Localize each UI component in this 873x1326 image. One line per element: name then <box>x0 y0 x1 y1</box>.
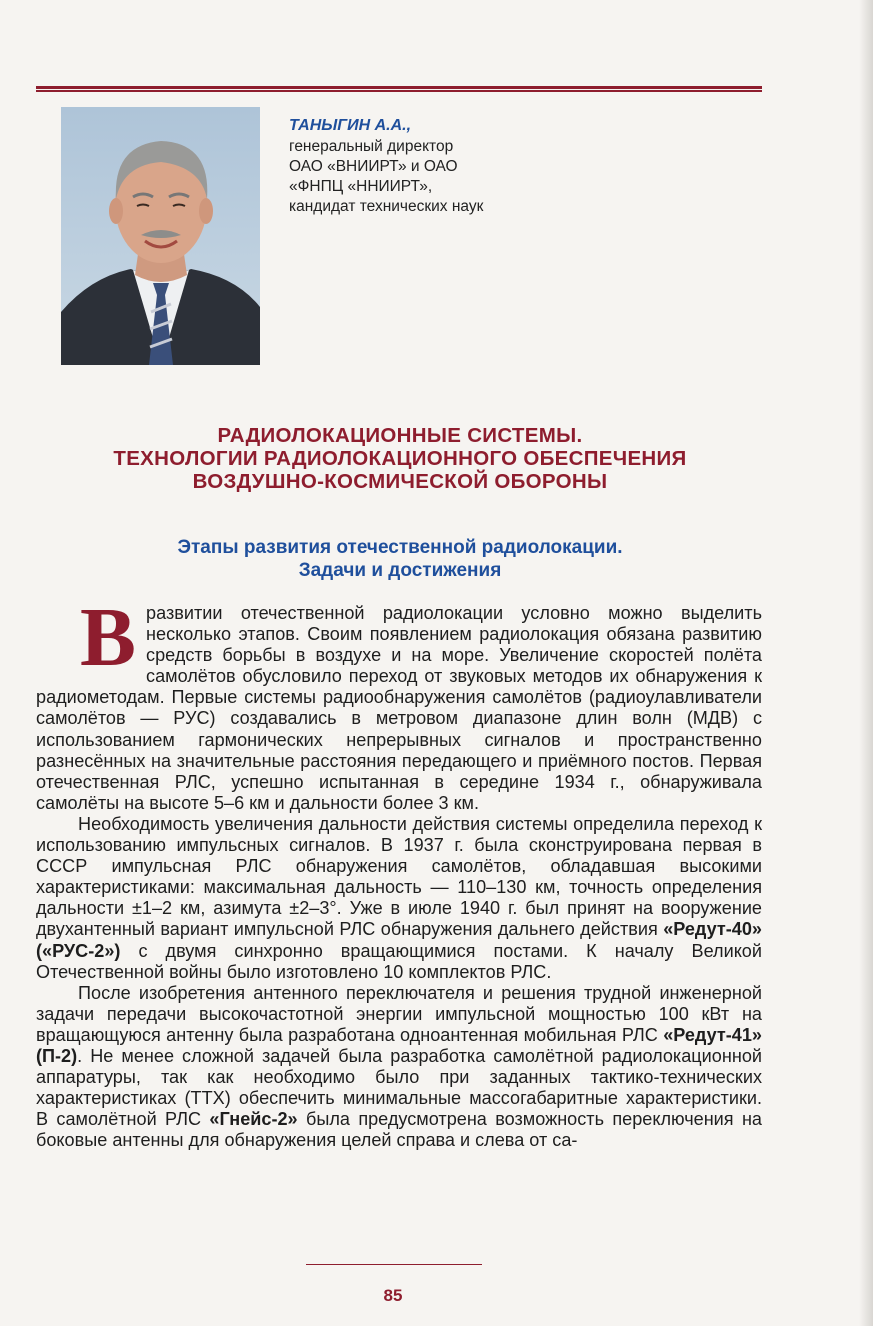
author-affiliation-1: ОАО «ВНИИРТ» и ОАО <box>289 158 458 175</box>
author-position: генеральный директор <box>289 138 454 155</box>
paragraph-1 <box>36 591 762 814</box>
paragraph-2-tail: с двумя синхронно вращающимися постами. К началу Великой Отечественной войны было изготовлено 10 комплектов РЛС. <box>36 940 762 982</box>
radar-name-redut-40: «Редут-40» («РУС-2») <box>36 919 762 961</box>
author-degree: кандидат технических наук <box>289 198 484 215</box>
author-name: ТАНЫГИН А.А., <box>289 117 412 134</box>
footer-rule <box>306 1264 482 1265</box>
author-affiliation-2: «ФНПЦ «ННИИРТ», <box>289 178 433 195</box>
article-title <box>40 424 760 493</box>
paragraph-3 <box>36 983 762 1152</box>
title-line-3: ВОЗДУШНО-КОСМИЧЕСКОЙ ОБОРОНЫ <box>192 470 608 493</box>
section-title <box>40 536 760 582</box>
paragraph-1-text: развитии отечественной радиолокации условно можно выделить несколько этапов. Своим появлением радиолокация обязана развитию средств борьбы в воздухе и на море. Увеличение скоростей полёта самолётов обусловило переход от звуковых методов их обнаружения к радиометодам. Первые системы радиообнаружения самолётов (радиоулавливатели самолётов — РУС) создавались в метровом диапазоне длин волн (МДВ) с использованием гармонических непрерывных сигналов и пространственно разнесённых на значительные расстояния передающего и приёмного постов. Первая отечественная РЛС, успешно испытанная в середине 1934 г., обнаруживала самолёты на высоте 5–6 км и дальности более 3 км. <box>36 603 762 813</box>
page-spine-shadow <box>859 0 873 1326</box>
header-rule <box>36 86 762 92</box>
radar-name-gneis-2: «Гнейс-2» <box>209 1109 298 1130</box>
author-photo <box>61 107 260 365</box>
paragraph-2 <box>36 814 762 983</box>
paragraph-3-middle: . Не менее сложной задачей была разработка самолётной радиолокационной аппаратуры, так как необходимо было при заданных тактико-технических характеристиках (ТТХ) обеспечить минимальные массогабаритные характеристики. В самолётной РЛС <box>36 1045 762 1130</box>
drop-cap: В <box>80 591 137 684</box>
article-body <box>36 591 762 1151</box>
paragraph-3-tail: была предусмотрена возможность переключения на боковые антенны для обнаружения целей справа и слева от са- <box>36 1109 762 1151</box>
title-line-1: РАДИОЛОКАЦИОННЫЕ СИСТЕМЫ. <box>217 424 583 447</box>
radar-name-redut-41: «Редут-41» (П-2) <box>36 1024 762 1066</box>
section-title-line-2: Задачи и достижения <box>298 560 502 581</box>
paragraph-3-text: После изобретения антенного переключателя и решения трудной инженерной задачи передачи высокочастотной энергии импульсной мощностью 100 кВт на вращающуюся антенну была разработана одноантенная мобильная РЛС <box>36 982 762 1045</box>
title-line-2: ТЕХНОЛОГИИ РАДИОЛОКАЦИОННОГО ОБЕСПЕЧЕНИЯ <box>113 447 687 470</box>
page-number: 85 <box>383 1286 403 1305</box>
paragraph-2-text: Необходимость увеличения дальности действия системы определила переход к использованию импульсных сигналов. В 1937 г. была сконструирована первая в СССР импульсная РЛС обнаружения самолётов, обладавшая высокими характеристиками: максимальная дальность — 110–130 км, точность определения дальности ±1–2 км, азимута ±2–3°. Уже в июле 1940 г. был принят на вооружение двухантенный вариант импульсной РЛС обнаружения дальнего действия <box>36 813 762 940</box>
author-info <box>289 116 589 217</box>
section-title-line-1: Этапы развития отечественной радиолокации. <box>177 537 623 558</box>
